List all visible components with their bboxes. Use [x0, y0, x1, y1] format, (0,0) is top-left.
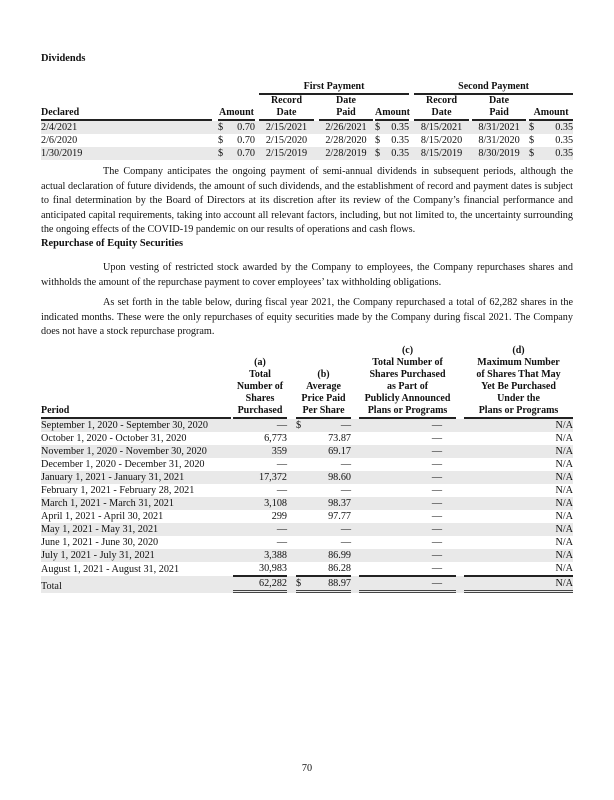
repurchase-row — [41, 510, 573, 523]
repurchase-paragraph-2: As set forth in the table below, during fiscal year 2021, the Company repurchased a total of 62,282 shares in the indicated months. These were the only repurchases of equity securities made by the Company during fiscal 2021. The Company does not have a stock repurchase program. — [41, 297, 573, 338]
shares-cell: — — [233, 419, 287, 432]
price-cell: — — [340, 485, 351, 496]
plan-shares-cell: — — [359, 549, 456, 562]
price-cell: $ — — [296, 420, 351, 431]
second-payment-header: Second Payment — [414, 81, 573, 95]
period-cell: July 1, 2021 - July 31, 2021 — [41, 549, 231, 562]
dividends-group-header-row — [41, 81, 573, 95]
price-cell: 97.77 — [328, 511, 351, 522]
dividends-paragraph: The Company anticipates the ongoing payment of semi-annual dividends in subsequent periods, although the actual declaration of future dividends, the amount of such dividends, and the establishment of record and payment dates is subject to final determination by the Board of Directors at its discretion after its review of the Company’s financial performance and anticipated capital requirements, taking into account all relevant factors, including, but not limited to, the uncertainty surrounding the ongoing effects of the COVID-19 pandemic on our results of operations and cash flows. — [41, 166, 573, 236]
max-shares-cell: N/A — [555, 537, 573, 548]
plan-shares-cell: — — [431, 537, 442, 548]
price-cell: — — [340, 459, 351, 470]
period-cell: September 1, 2020 - September 30, 2020 — [41, 419, 231, 432]
repurchase-header-row — [41, 345, 573, 419]
price-cell: — — [296, 523, 351, 536]
col-first-date-paid: Date Paid — [319, 95, 373, 121]
price-cell: 73.87 — [328, 433, 351, 444]
max-shares-cell: N/A — [555, 459, 573, 470]
max-shares-cell: N/A — [464, 419, 573, 432]
total-shares: 62,282 — [233, 576, 287, 593]
shares-cell: 17,372 — [233, 471, 287, 484]
max-shares-cell: N/A — [464, 445, 573, 458]
repurchase-heading: Repurchase of Equity Securities — [41, 238, 184, 249]
shares-cell: 3,388 — [233, 549, 287, 562]
price-cell: — — [340, 537, 351, 548]
repurchase-row — [41, 445, 573, 458]
period-cell: November 1, 2020 - November 30, 2020 — [41, 445, 231, 458]
shares-cell: 30,983 — [233, 562, 287, 576]
repurchase-row — [41, 523, 573, 536]
max-shares-cell: N/A — [464, 497, 573, 510]
dividends-header-row — [41, 95, 573, 121]
col-b-average-price: (b) Average Price Paid Per Share — [296, 345, 351, 419]
max-shares-cell: N/A — [464, 562, 573, 576]
repurchase-row — [41, 562, 573, 576]
period-cell: October 1, 2020 - October 31, 2020 — [41, 433, 187, 444]
price-cell: 86.99 — [296, 549, 351, 562]
repurchase-paragraph-1: Upon vesting of restricted stock awarded by the Company to employees, the Company repurchases shares and withholds the amount of the repurchase payment to cover employees’ tax withholding obligations. — [41, 262, 573, 288]
repurchase-total-row — [41, 576, 573, 593]
dividends-table — [41, 81, 573, 160]
plan-shares-cell: — — [431, 433, 442, 444]
dividend-row: 2/6/2020 $ 0.70 2/15/2020 2/28/2020 $ 0.35 8/15/2020 8/31/2020 $ 0.35 — [41, 135, 574, 146]
shares-cell: 6,773 — [264, 433, 287, 444]
total-plan-shares: — — [359, 576, 456, 593]
plan-shares-cell: — — [359, 497, 456, 510]
period-cell: May 1, 2021 - May 31, 2021 — [41, 523, 231, 536]
max-shares-cell: N/A — [555, 485, 573, 496]
col-second-date-paid: Date Paid — [472, 95, 526, 121]
col-first-amount: Amount — [375, 95, 409, 121]
total-price: $ 88.97 — [296, 576, 351, 593]
col-second-amount: Amount — [529, 95, 573, 121]
dividend-row: 2/4/2021 $ 0.70 2/15/2021 2/26/2021 $ 0.35 8/15/2021 8/31/2021 $ 0.35 — [41, 122, 574, 133]
repurchase-row — [41, 432, 573, 445]
period-cell: March 1, 2021 - March 31, 2021 — [41, 497, 231, 510]
col-amount: Amount — [218, 95, 255, 121]
period-cell: August 1, 2021 - August 31, 2021 — [41, 564, 180, 575]
plan-shares-cell: — — [431, 459, 442, 470]
price-cell: 86.28 — [296, 562, 351, 576]
col-c-plan-shares: (c) Total Number of Shares Purchased as Part of Publicly Announced Plans or Programs — [359, 345, 456, 419]
total-label: Total — [41, 576, 231, 593]
repurchase-row — [41, 471, 573, 484]
shares-cell: — — [276, 459, 287, 470]
price-cell: 98.60 — [296, 471, 351, 484]
plan-shares-cell: — — [359, 523, 456, 536]
plan-shares-cell: — — [359, 471, 456, 484]
col-d-max-shares: (d) Maximum Number of Shares That May Yet Be Purchased Under the Plans or Programs — [464, 345, 573, 419]
max-shares-cell: N/A — [555, 511, 573, 522]
col-second-record-date: Record Date — [414, 95, 469, 121]
shares-cell: — — [276, 537, 287, 548]
shares-cell: — — [233, 523, 287, 536]
period-cell: April 1, 2021 - April 30, 2021 — [41, 511, 164, 522]
shares-cell: 299 — [271, 511, 287, 522]
period-cell: June 1, 2021 - June 30, 2020 — [41, 537, 159, 548]
plan-shares-cell: — — [431, 485, 442, 496]
col-first-record-date: Record Date — [259, 95, 314, 121]
plan-shares-cell: — — [359, 419, 456, 432]
dividend-row: 1/30/2019 $ 0.70 2/15/2019 2/28/2019 $ 0.35 8/15/2019 8/30/2019 $ 0.35 — [41, 148, 574, 159]
repurchase-body — [41, 419, 573, 576]
repurchase-table — [41, 345, 573, 593]
repurchase-row — [41, 536, 573, 549]
plan-shares-cell: — — [359, 562, 456, 576]
max-shares-cell: N/A — [464, 471, 573, 484]
repurchase-row — [41, 419, 573, 432]
col-a-total-shares: (a) Total Number of Shares Purchased — [233, 345, 287, 419]
col-period: Period — [41, 345, 231, 419]
period-cell: December 1, 2020 - December 31, 2020 — [41, 459, 205, 470]
first-payment-header: First Payment — [259, 81, 409, 95]
shares-cell: 3,108 — [233, 497, 287, 510]
page-number: 70 — [301, 763, 313, 774]
period-cell: February 1, 2021 - February 28, 2021 — [41, 485, 195, 496]
repurchase-row — [41, 497, 573, 510]
price-cell: 69.17 — [296, 445, 351, 458]
shares-cell: 359 — [233, 445, 287, 458]
max-shares-cell: N/A — [555, 433, 573, 444]
plan-shares-cell: — — [431, 511, 442, 522]
shares-cell: — — [276, 485, 287, 496]
repurchase-row — [41, 484, 573, 497]
col-declared: Declared — [41, 95, 212, 121]
price-cell: 98.37 — [296, 497, 351, 510]
dividends-heading: Dividends — [41, 53, 86, 64]
max-shares-cell: N/A — [464, 549, 573, 562]
plan-shares-cell: — — [359, 445, 456, 458]
period-cell: January 1, 2021 - January 31, 2021 — [41, 471, 231, 484]
repurchase-row — [41, 458, 573, 471]
repurchase-row — [41, 549, 573, 562]
total-max-shares: N/A — [464, 576, 573, 593]
max-shares-cell: N/A — [464, 523, 573, 536]
